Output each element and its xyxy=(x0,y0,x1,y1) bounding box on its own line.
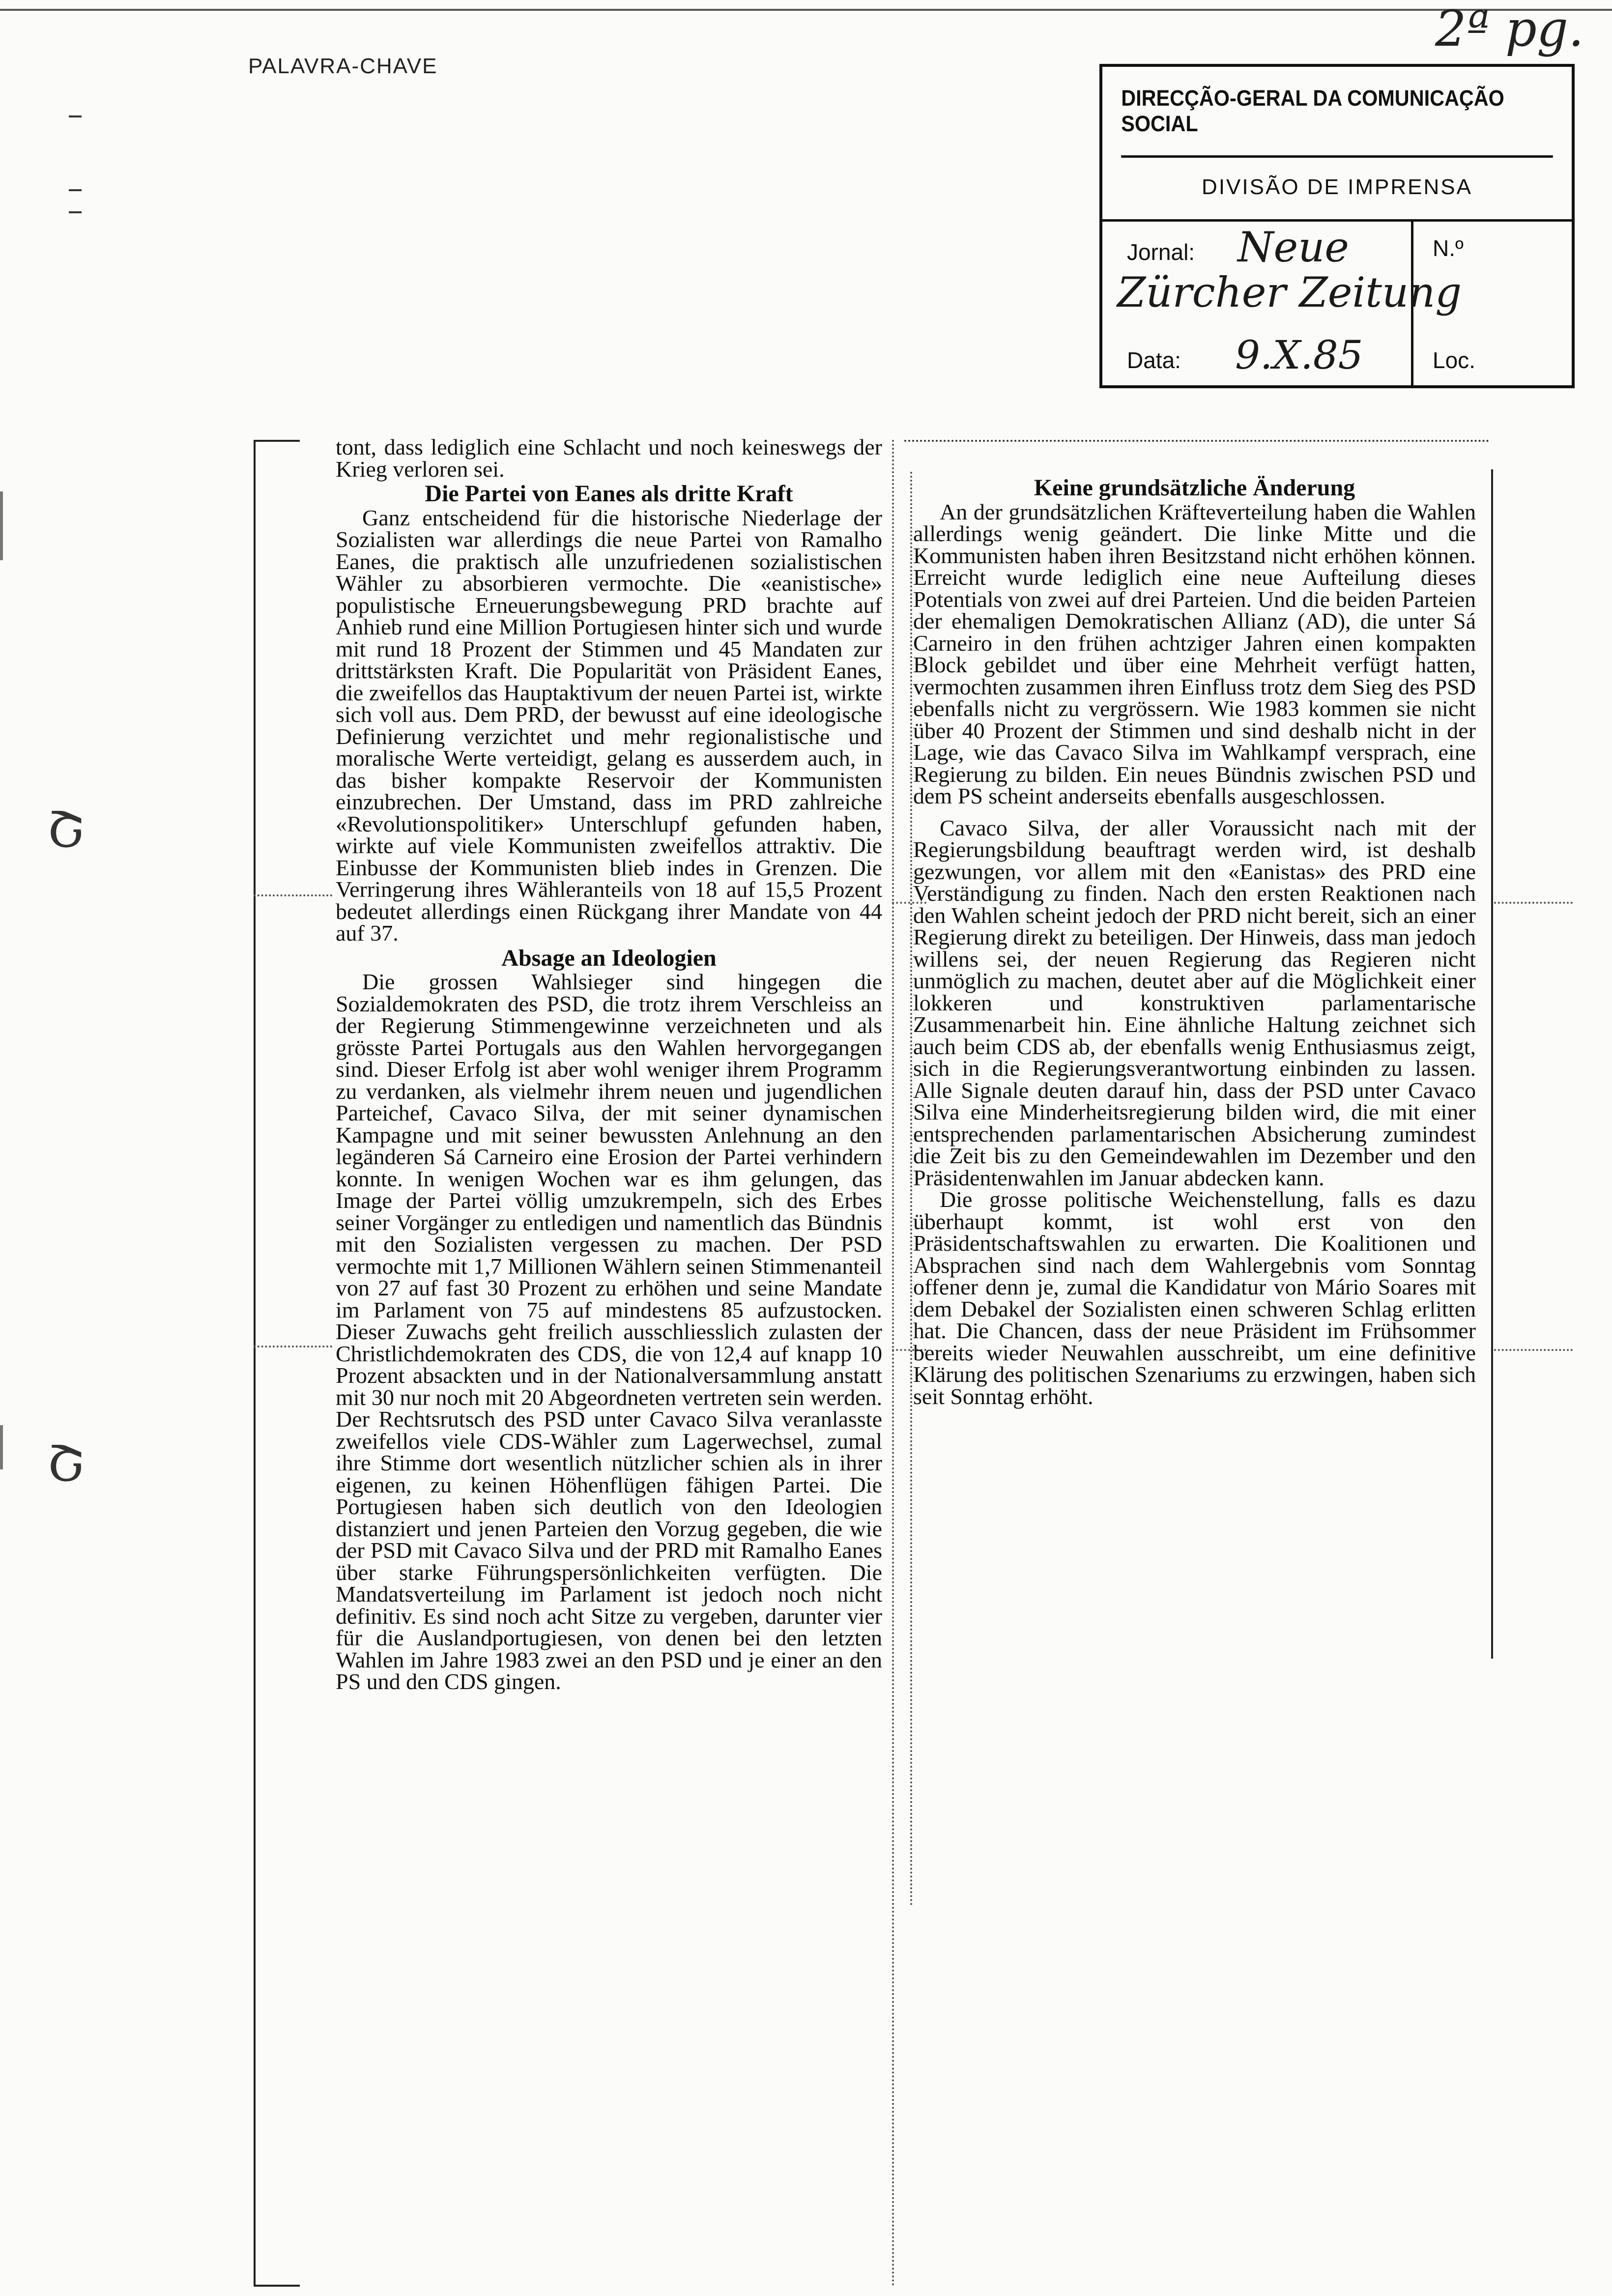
margin-scribble: Շ xyxy=(47,1435,84,1492)
scan-edge xyxy=(0,1425,3,1469)
stamp-loc-label: Loc. xyxy=(1433,347,1475,373)
right-column-bracket xyxy=(1491,469,1493,1659)
margin-dash xyxy=(69,211,82,213)
page-note-handwritten: 2ª pg. xyxy=(1435,0,1584,57)
keyword-label: PALAVRA-CHAVE xyxy=(248,54,438,78)
article-right-column xyxy=(913,474,1476,1407)
stamp-jornal-handwritten-1: Neue xyxy=(1238,223,1350,271)
right-column-top-dots xyxy=(904,440,1489,442)
paragraph: An der grundsätzlichen Kräfteverteilung haben die Wahlen allerdings wenig geändert. Die linke Mitte und die Kommunisten haben ihren Besitzstand nicht erhöhen können. Erreicht wurde lediglich eine neue Aufteilung dieses Potentials von zwei auf drei Parteien. Und die beiden Parteien der ehemaligen Demokratischen Allianz (AD), die unter Sá Carneiro in den frühen achtziger Jahren einen kompakten Block gebildet und über eine Mehrheit verfügt hatten, vermochten zusammen ihren Einfluss trotz dem Sieg des PSD ebenfalls nicht zu vergrössern. Wie 1983 kommen sie nicht über 40 Prozent der Stimmen und sind deshalb nicht in der Lage, wie das Cavaco Silva im Wahlkampf versprach, eine Regierung zu bilden. Ein neues Bündnis zwischen PSD und dem PS scheint anderseits ebenfalls ausgeschlossen. xyxy=(913,499,1476,808)
margin-dash xyxy=(69,189,82,191)
subheading: Die Partei von Eanes als dritte Kraft xyxy=(425,481,793,507)
left-column-bracket xyxy=(254,440,300,2287)
margin-scribble: Շ xyxy=(47,801,84,859)
paragraph: Cavaco Silva, der aller Voraussicht nach mit der Regierungsbildung beauftragt werden wird, ist deshalb gezwungen, vor allem mit den «Eanistas» des PRD eine Verständigung zu finden. Nach den ersten Reaktionen nach den Wahlen scheint jedoch der PRD nicht bereit, sich an einer Regierung direkt zu beteiligen. Der Hinweis, dass man jedoch willens sei, der neuen Regierung das Regieren nicht unmöglich zu machen, deutet aber auf die Möglichkeit einer lokkeren und konstruktiven parlamentarische Zusammenarbeit hin. Eine ähnliche Haltung zeichnet sich auch beim CDS ab, der ebenfalls wenig Enthusiasmus zeigt, sich in die Regierungsverantwortung einbinden zu lassen. Alle Signale deuten darauf hin, dass der PSD unter Cavaco Silva eine Minderheitsregierung bilden wird, die mit einer entsprechenden parlamentarischen Absicherung zumindest die Zeit bis zu den Gemeindewahlen im Dezember und den Präsidentenwahlen im Januar abdecken kann. xyxy=(913,815,1476,1190)
archive-stamp xyxy=(1099,64,1575,388)
stamp-number-label: N.º xyxy=(1433,235,1464,261)
paragraph: Die grosse politische Weichenstellung, falls es dazu überhaupt kommt, ist wohl erst von den Präsidentschaftswahlen zu erwarten. Die Koalitionen und Absprachen sind nach dem Wahlergebnis vom Sonntag offener denn je, zumal die Kandidatur von Mário Soares mit dem Debakel der Sozialisten einen schweren Schlag erlitten hat. Die Chancen, dass der neue Präsident im Frühsommer bereits wieder Neuwahlen ausschreibt, um eine definitive Klärung des politischen Szenariums zu erzwingen, haben sich seit Sonntag erhöht. xyxy=(913,1187,1476,1409)
stamp-date-handwritten: 9.X.85 xyxy=(1235,332,1363,378)
clip-mark xyxy=(254,1346,332,1348)
column-gutter-dots xyxy=(910,472,912,1907)
stamp-jornal-handwritten-2: Zürcher Zeitung xyxy=(1117,268,1462,316)
subheading: Keine grundsätzliche Änderung xyxy=(1034,475,1355,501)
article-left-column xyxy=(336,436,882,1693)
clip-mark xyxy=(254,894,332,896)
clip-mark xyxy=(1494,902,1573,904)
stamp-date-label: Data: xyxy=(1127,347,1181,373)
column-gutter-dots xyxy=(892,440,894,2288)
scan-edge xyxy=(0,491,3,560)
paragraph: Ganz entscheidend für die historische Niederlage der Sozialisten war allerdings die neue Partei von Ramalho Eanes, die praktisch alle unzufriedenen sozialistischen Wähler zu absorbieren vermochte. Die «eanistische» populistische Erneuerungsbewegung PRD brachte auf Anhieb rund eine Million Portugiesen hinter sich und wurde mit rund 18 Prozent der Stimmen und 45 Mandaten zur drittstärksten Kraft. Die Popularität von Präsident Eanes, die zweifellos das Hauptaktivum der neuen Partei ist, wirkte sich voll aus. Dem PRD, der bewusst auf eine ideologische Definierung verzichtet und mehr regionalistische und moralische Werte verteidigt, gelang es ausserdem auch, in das bisher kompakte Reservoir der Kommunisten einzubrechen. Der Umstand, dass im PRD zahlreiche «Revolutionspolitiker» Unterschlupf gefunden haben, wirkte auf viele Kommunisten zweifellos attraktiv. Die Einbusse der Kommunisten blieb indes in Grenzen. Die Verringerung ihres Wähleranteils von 18 auf 15,5 Prozent bedeutet allerdings einen Rückgang ihrer Mandate von 44 auf 37. xyxy=(336,505,882,946)
top-rule xyxy=(0,9,1612,11)
margin-dash xyxy=(69,115,82,117)
paragraph: Die grossen Wahlsieger sind hingegen die Sozialdemokraten des PSD, die trotz ihrem Verschleiss an der Regierung Stimmengewinne verzeichneten und als grösste Partei Portugals aus den Wahlen hervorgegangen sind. Dieser Erfolg ist aber wohl weniger ihrem Programm zu verdanken, als vielmehr ihrem neuen und jugendlichen Parteichef, Cavaco Silva, der mit seiner dynamischen Kampagne und mit seiner bewussten Anlehnung an den legänderen Sá Carneiro eine Erosion der Partei verhindern konnte. In wenigen Wochen war es ihm gelungen, das Image der Partei völlig umzukrempeln, sich des Erbes seiner Vorgänger zu entledigen und namentlich das Bündnis mit den Sozialisten vergessen zu machen. Der PSD vermochte mit 1,7 Millionen Wählern seinen Stimmenanteil von 27 auf fast 30 Prozent zu erhöhen und seine Mandate im Parlament von 75 auf mindestens 85 aufzustocken. Dieser Zuwachs geht freilich ausschliesslich zulasten der Christlichdemokraten des CDS, die von 12,4 auf knapp 10 Prozent absackten und in der Nationalversammlung anstatt mit 30 nur noch mit 20 Abgeordneten vertreten sein werden. Der Rechtsrutsch des PSD unter Cavaco Silva veranlasste zweifellos viele CDS-Wähler zum Lagerwechsel, zumal ihre Stimme dort wesentlich nützlicher schien als in ihrer eigenen, zu keinen Höhenflügen fähigen Partei. Die Portugiesen haben sich deutlich von den Ideologien distanziert und jenen Parteien den Vorzug gegeben, die wie der PSD mit Cavaco Silva und der PRD mit Ramalho Eanes über starke Führungspersönlichkeiten verfügten. Die Mandatsverteilung im Parlament ist jedoch noch nicht definitiv. Es sind noch acht Sitze zu vergeben, darunter vier für die Auslandportugiesen, von denen bei den letzten Wahlen im Jahre 1983 zwei an den PSD und je einer an den PS und den CDS gingen. xyxy=(336,969,882,1694)
stamp-org: DIRECÇÃO-GERAL DA COMUNICAÇÃO SOCIAL xyxy=(1121,67,1553,158)
clip-mark xyxy=(1494,1349,1573,1351)
paragraph: tont, dass lediglich eine Schlacht und noch keineswegs der Krieg verloren sei. xyxy=(336,434,882,482)
stamp-division: DIVISÃO DE IMPRENSA xyxy=(1102,155,1572,222)
subheading: Absage an Ideologien xyxy=(501,945,717,971)
stamp-jornal-label: Jornal: xyxy=(1127,239,1195,265)
